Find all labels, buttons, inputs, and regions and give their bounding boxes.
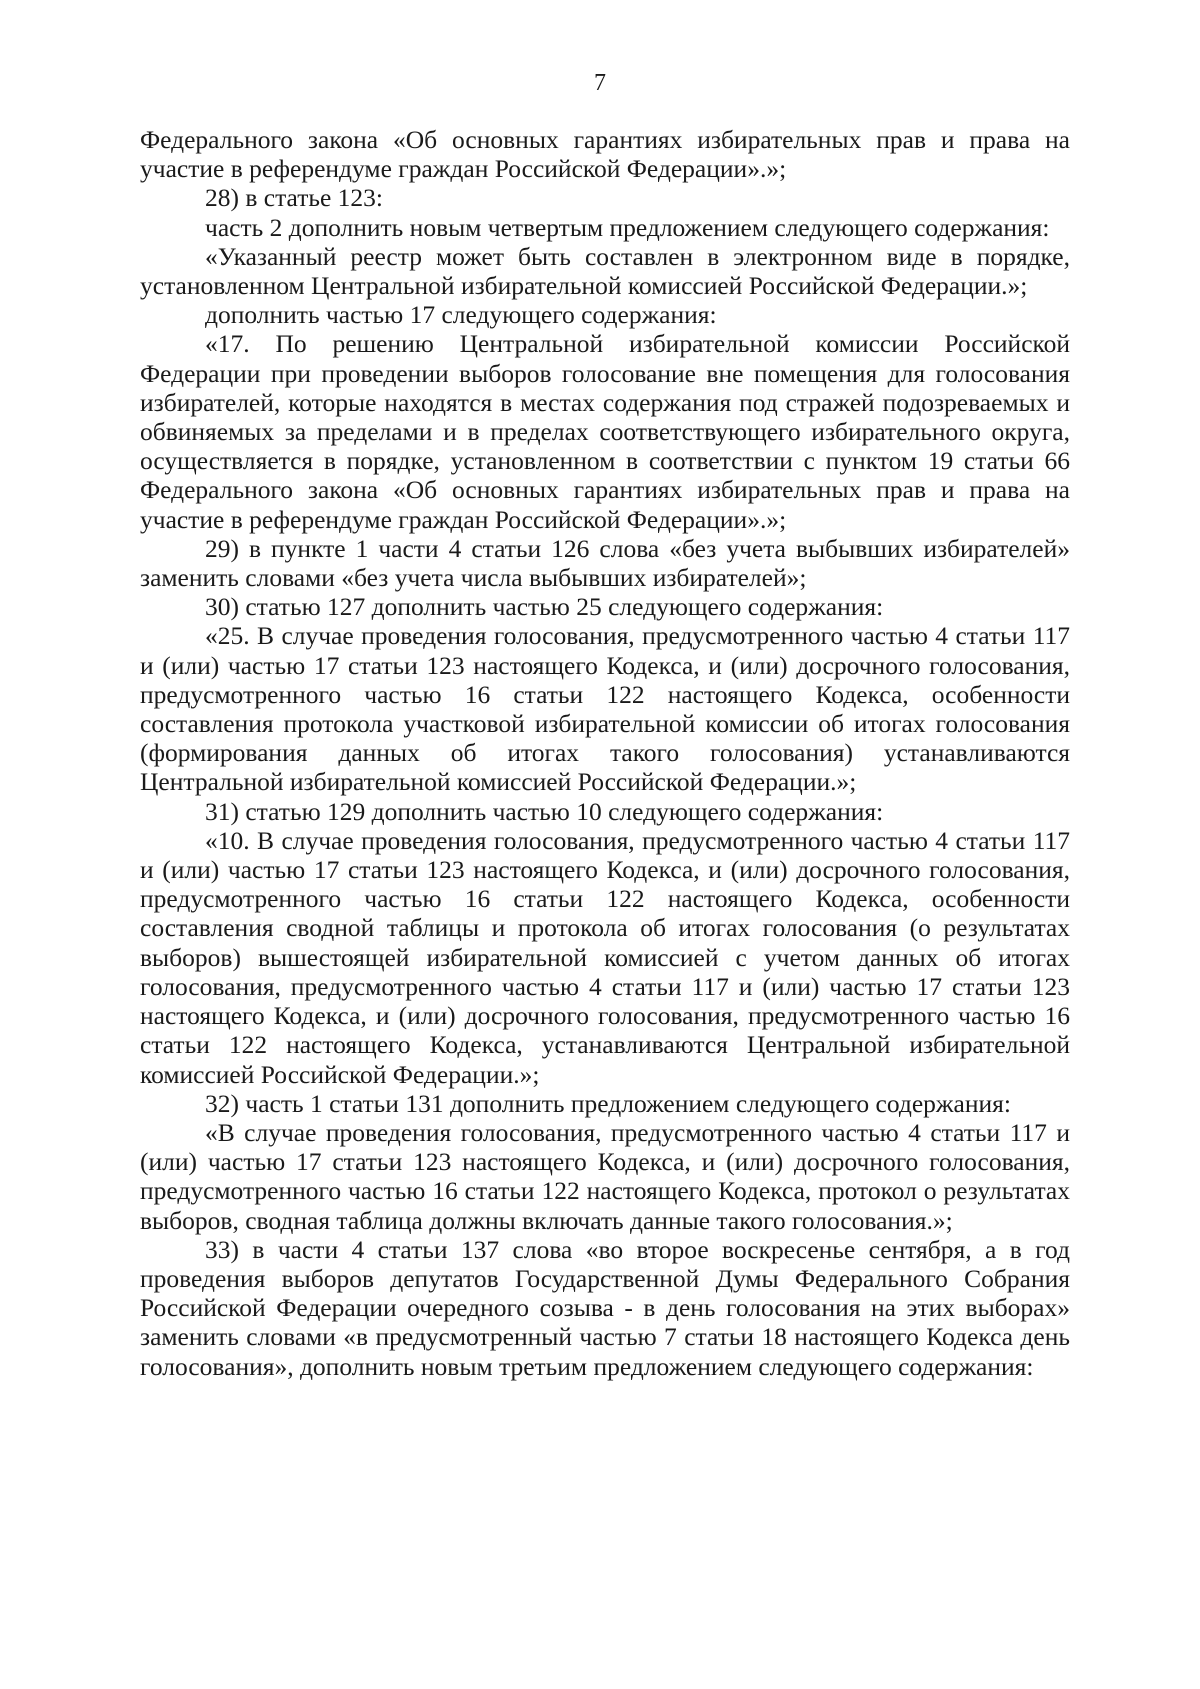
- paragraph-part-10-quote: «10. В случае проведения голосования, предусмотренного частью 4 статьи 117 и (или) частью 17 статьи 123 настоящего Кодекса, и (или) досрочного голосования, предусмотренного частью 16 статьи 122 настоящего Кодекса, особенности составления сводной таблицы и протокола об итогах голосования (о результатах выборов) вышестоящей избирательной комиссией с учетом данных об итогах голосования, предусмотренного частью 4 статьи 117 и (или) частью 17 статьи 123 настоящего Кодекса, и (или) досрочного голосования, предусмотренного частью 16 статьи 122 настоящего Кодекса, устанавливаются Центральной избирательной комиссией Российской Федерации.»;: [140, 825, 1070, 1089]
- paragraph-item-28: 28) в статье 123:: [205, 183, 384, 213]
- paragraph-part-17-amendment: дополнить частью 17 следующего содержания:: [205, 300, 717, 330]
- paragraph-continuation: Федерального закона «Об основных гарантиях избирательных прав и права на участие в референдуме граждан Российской Федерации».»;: [140, 125, 1070, 184]
- paragraph-item-29: 29) в пункте 1 части 4 статьи 126 слова «без учета выбывших избирателей» заменить словами «без учета числа выбывших избирателей»;: [140, 533, 1070, 593]
- page-number: 7: [594, 70, 606, 96]
- paragraph-article-131-quote: «В случае проведения голосования, предусмотренного частью 4 статьи 117 и (или) частью 17 статьи 123 настоящего Кодекса, и (или) досрочного голосования, предусмотренного частью 16 статьи 122 настоящего Кодекса, протокол о результатах выборов, сводная таблица должны включать данные такого голосования.»;: [140, 1117, 1070, 1235]
- paragraph-item-33: 33) в части 4 статьи 137 слова «во второе воскресенье сентября, а в год проведения выборов депутатов Государственной Думы Федерального Собрания Российской Федерации очередного созыва - в день голосования на этих выборах» заменить словами «в предусмотренный частью 7 статьи 18 настоящего Кодекса день голосования», дополнить новым третьим предложением следующего содержания:: [140, 1234, 1070, 1381]
- paragraph-part-2-amendment: часть 2 дополнить новым четвертым предложением следующего содержания:: [205, 212, 1050, 242]
- paragraph-item-32: 32) часть 1 статьи 131 дополнить предложением следующего содержания:: [205, 1088, 1011, 1118]
- document-body: [140, 125, 1070, 1381]
- paragraph-registry-quote: «Указанный реестр может быть составлен в электронном виде в порядке, установленном Центральной избирательной комиссией Российской Федерации.»;: [140, 241, 1070, 301]
- paragraph-item-30: 30) статью 127 дополнить частью 25 следующего содержания:: [205, 592, 884, 622]
- paragraph-part-17-quote: «17. По решению Центральной избирательной комиссии Российской Федерации при проведении выборов голосование вне помещения для голосования избирателей, которые находятся в местах содержания под стражей подозреваемых и обвиняемых за пределами и в пределах соответствующего избирательного округа, осуществляется в порядке, установленном в соответствии с пунктом 19 статьи 66 Федерального закона «Об основных гарантиях избирательных прав и права на участие в референдуме граждан Российской Федерации».»;: [140, 329, 1070, 534]
- paragraph-item-31: 31) статью 129 дополнить частью 10 следующего содержания:: [205, 796, 884, 826]
- paragraph-part-25-quote: «25. В случае проведения голосования, предусмотренного частью 4 статьи 117 и (или) частью 17 статьи 123 настоящего Кодекса, и (или) досрочного голосования, предусмотренного частью 16 статьи 122 настоящего Кодекса, особенности составления протокола участковой избирательной комиссии об итогах голосования (формирования данных об итогах такого голосования) устанавливаются Центральной избирательной комиссией Российской Федерации.»;: [140, 621, 1070, 797]
